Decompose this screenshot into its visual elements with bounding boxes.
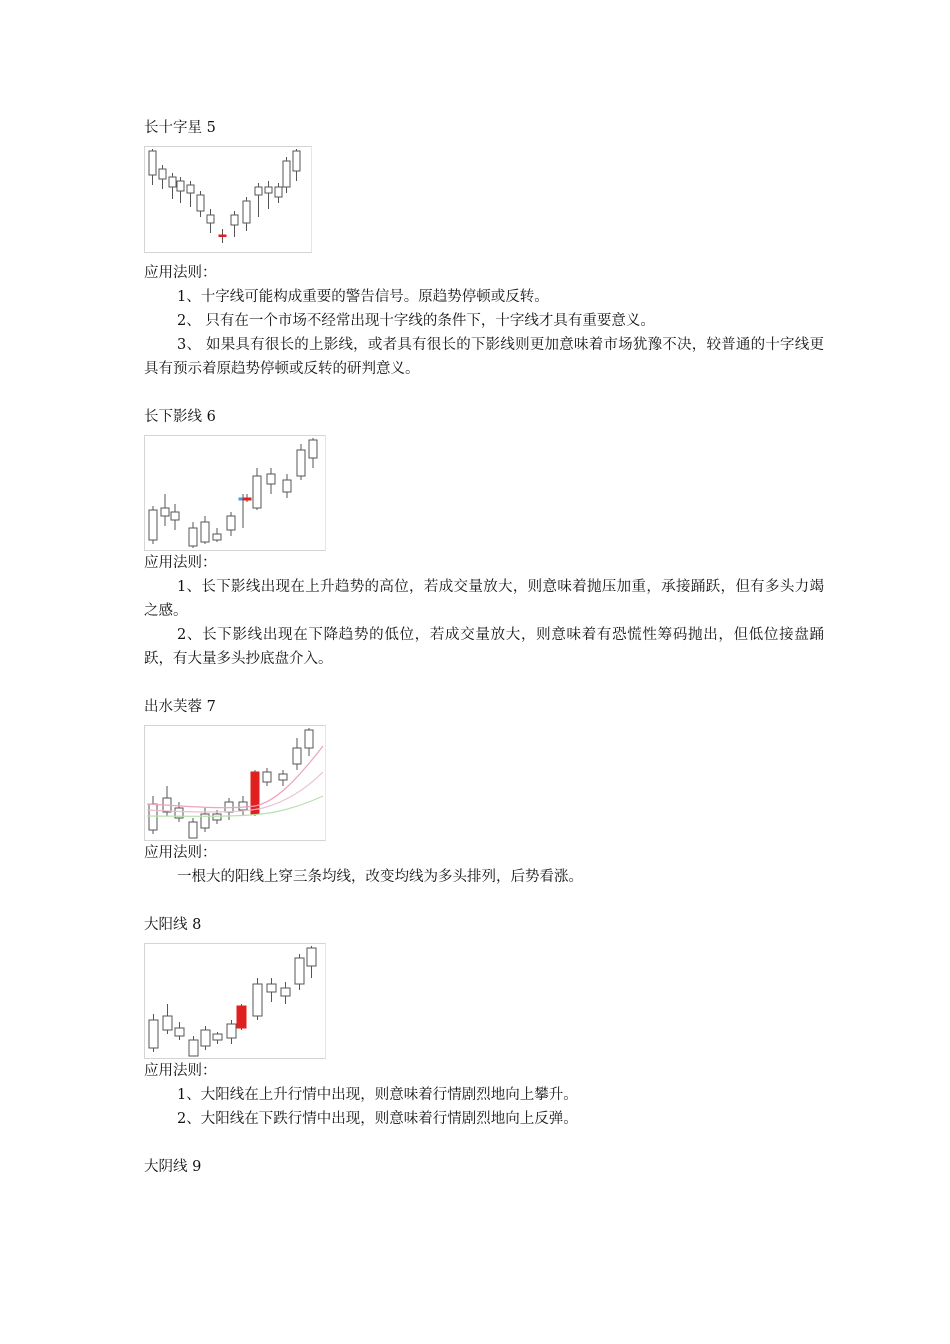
rule-paragraph: 一根大的阳线上穿三条均线，改变均线为多头排列，后势看涨。	[177, 869, 583, 885]
section-long-lower-shadow	[144, 405, 824, 671]
candle-body	[251, 772, 259, 814]
candle-body	[201, 1030, 210, 1046]
candle-body	[177, 181, 184, 191]
section-heading: 长下影线 6	[144, 409, 216, 425]
candlestick-chart-image	[144, 146, 312, 253]
candle-body	[207, 215, 214, 223]
candle-body	[197, 195, 204, 211]
candle-body	[227, 516, 235, 530]
candle-body	[213, 1034, 222, 1040]
candle-body	[149, 1020, 158, 1048]
candle-body	[275, 187, 282, 197]
candle-body	[227, 1024, 236, 1038]
rule-label: 应用法则：	[144, 1063, 217, 1079]
candle-body	[175, 1028, 184, 1036]
candle-body	[213, 814, 221, 820]
candle-body	[309, 440, 317, 458]
section-long-doji	[144, 116, 824, 381]
candlestick-chart-image	[144, 943, 326, 1059]
rule-label: 应用法则：	[144, 265, 217, 281]
candle-body	[159, 169, 166, 179]
section-heading: 长十字星 5	[144, 120, 216, 136]
section-heading: 出水芙蓉 7	[144, 699, 216, 715]
candle-body	[267, 474, 275, 484]
candle-body	[243, 201, 250, 223]
candlestick-chart-image	[144, 725, 326, 841]
candle-body	[189, 1040, 198, 1056]
candle-body	[267, 984, 276, 992]
candle-body	[171, 512, 179, 520]
candle-body	[243, 498, 251, 500]
rule-paragraph: 3、 如果具有很长的上影线，或者具有很长的下影线则更加意味着市场犹豫不决，较普通的十字线更具有预示着原趋势停顿或反转的研判意义。	[144, 337, 824, 377]
rule-paragraph: 2、长下影线出现在下降趋势的低位，若成交量放大，则意味着有恐慌性筹码抛出，但低位接盘踊跃，有大量多头抄底盘介入。	[144, 627, 824, 667]
candle-body	[295, 958, 304, 984]
candlestick-chart-image	[144, 435, 326, 551]
candle-body	[149, 804, 157, 830]
candle-body	[189, 822, 197, 838]
candle-body	[255, 187, 262, 195]
section-big-bearish-candle	[144, 1155, 824, 1179]
rule-paragraph: 2、大阳线在下跌行情中出现，则意味着行情剧烈地向上反弹。	[177, 1111, 578, 1127]
candle-body	[149, 510, 157, 540]
candle-body	[149, 151, 156, 175]
candle-body	[213, 534, 221, 540]
document-page	[144, 116, 824, 1179]
section-big-bullish-candle	[144, 913, 824, 1131]
candle-body	[163, 1016, 172, 1030]
candle-body	[283, 480, 291, 492]
candle-body	[281, 988, 290, 996]
candle-body	[305, 730, 313, 748]
candle-body	[293, 151, 300, 171]
candle-body	[231, 215, 238, 225]
rule-paragraph: 2、 只有在一个市场不经常出现十字线的条件下，十字线才具有重要意义。	[177, 313, 655, 329]
candle-body	[263, 772, 271, 782]
section-lotus-out-of-water	[144, 695, 824, 889]
candle-body	[265, 187, 272, 193]
candle-body	[161, 508, 169, 516]
candle-body	[189, 528, 197, 546]
candle-body	[219, 235, 226, 237]
candle-body	[201, 522, 209, 542]
rule-paragraph: 1、十字线可能构成重要的警告信号。原趋势停顿或反转。	[177, 289, 549, 305]
candle-body	[239, 802, 247, 810]
candle-body	[253, 476, 261, 508]
rule-label: 应用法则：	[144, 845, 217, 861]
candle-body	[187, 185, 194, 193]
candle-body	[283, 161, 290, 187]
rule-paragraph: 1、大阳线在上升行情中出现，则意味着行情剧烈地向上攀升。	[177, 1087, 578, 1103]
candle-body	[297, 450, 305, 476]
section-heading: 大阳线 8	[144, 917, 202, 933]
candle-body	[293, 748, 301, 764]
section-heading: 大阴线 9	[144, 1159, 202, 1175]
candle-body	[225, 802, 233, 812]
candle-body	[253, 984, 262, 1016]
candle-body	[279, 774, 287, 780]
candle-body	[169, 177, 176, 187]
rule-label: 应用法则：	[144, 555, 217, 571]
candle-body	[307, 948, 316, 966]
rule-paragraph: 1、长下影线出现在上升趋势的高位，若成交量放大，则意味着抛压加重，承接踊跃，但有多头力竭之感。	[144, 579, 824, 619]
candle-body	[237, 1006, 246, 1028]
